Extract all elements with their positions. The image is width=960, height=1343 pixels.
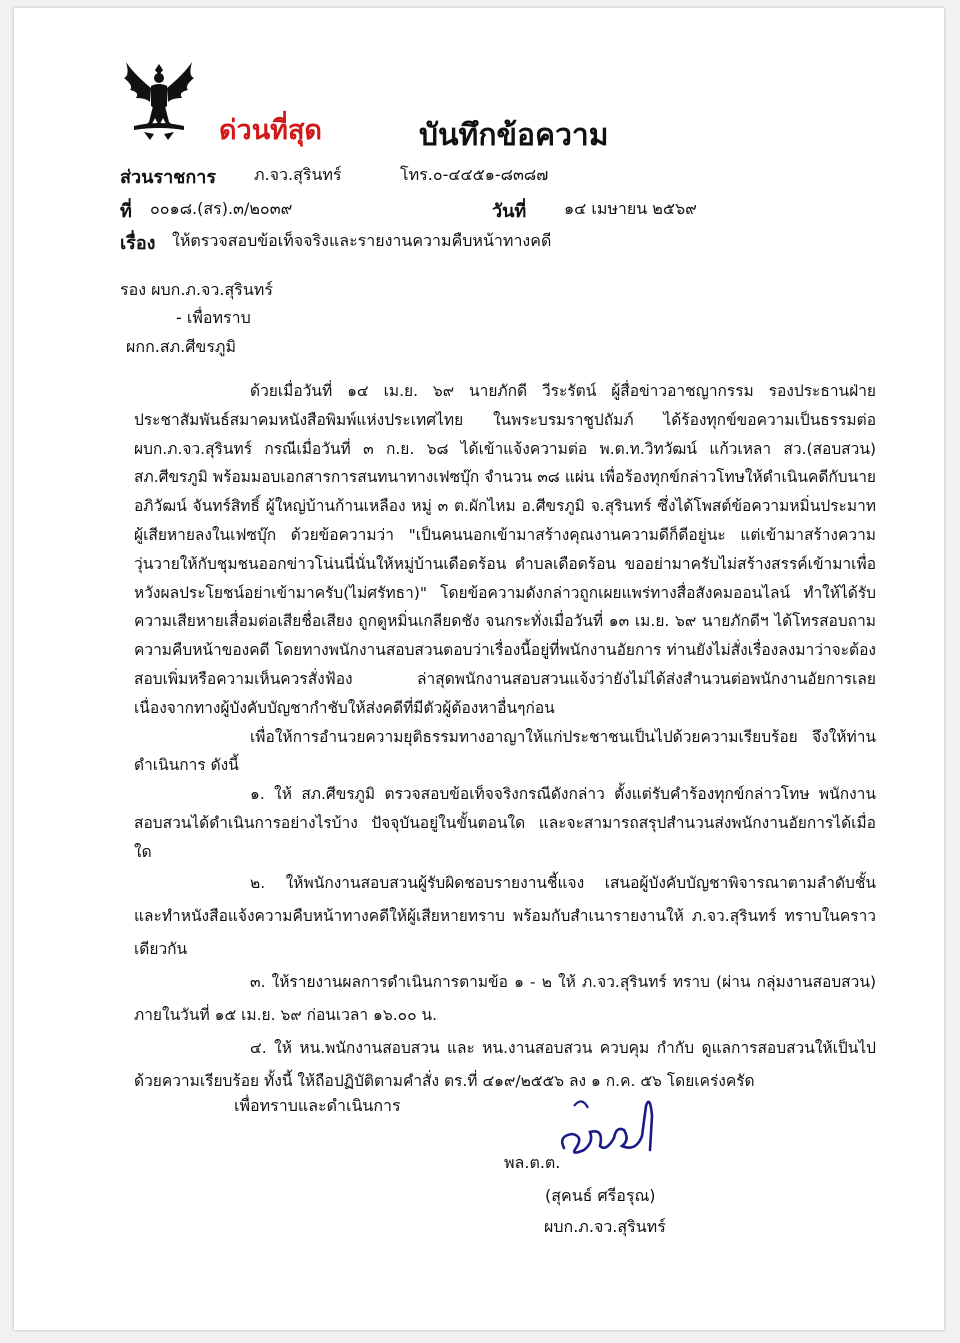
signer-position: ผบก.ภ.จว.สุรินทร์ bbox=[544, 1217, 666, 1236]
subject-label: เรื่อง bbox=[120, 233, 156, 254]
order-item-2: ๒. ให้พนักงานสอบสวนผู้รับผิดชอบรายงานชี้แจง เสนอผู้บังคับบัญชาพิจารณาตามลำดับชั้น และทำหนังสือแจ้งความคืบหน้าทางคดีให้ผู้เสียหายทราบ พร้อมกับสำเนารายงานให้ ภ.จว.สุรินทร์ ทราบในคราวเดียวกัน bbox=[134, 873, 876, 958]
closing-line: เพื่อทราบและดำเนินการ bbox=[234, 1096, 401, 1115]
recipient-purpose: - เพื่อทราบ bbox=[176, 308, 251, 327]
document-title: บันทึกข้อความ bbox=[419, 118, 609, 153]
order-item-3: ๓. ให้รายงานผลการดำเนินการตามข้อ ๑ - ๒ ให้ ภ.จว.สุรินทร์ ทราบ (ผ่าน กลุ่มงานสอบสวน) ภายในวันที่ ๑๕ เม.ย. ๖๙ ก่อนเวลา ๑๖.๐๐ น. bbox=[134, 972, 876, 1024]
order-item-4: ๔. ให้ หน.พนักงานสอบสวน และ หน.งานสอบสวน ควบคุม กำกับ ดูแลการสอบสวนให้เป็นไปด้วยความเรียบร้อย ทั้งนี้ ให้ถือปฏิบัติตามคำสั่ง ตร.ที่ ๔๑๙/๒๕๕๖ ลง ๑ ก.ค. ๕๖ โดยเคร่งครัด bbox=[134, 1038, 876, 1090]
subject-value: ให้ตรวจสอบข้อเท็จจริงและรายงานความคืบหน้าทางคดี bbox=[172, 231, 552, 250]
date-label: วันที่ bbox=[492, 201, 527, 222]
handwritten-signature-icon bbox=[554, 1086, 674, 1166]
date-value: ๑๔ เมษายน ๒๕๖๙ bbox=[564, 199, 697, 218]
memo-body bbox=[134, 377, 876, 1098]
ref-value: ๐๐๑๘.(สร).๓/๒๐๓๙ bbox=[150, 199, 293, 218]
paragraph-request: เพื่อให้การอำนวยความยุติธรรมทางอาญาให้แก่ประชาชนเป็นไปด้วยความเรียบร้อย จึงให้ท่านดำเนินการ ดังนี้ bbox=[134, 727, 876, 775]
phone-value: โทร.๐-๔๔๕๑-๘๓๘๗ bbox=[400, 165, 549, 184]
recipient-cc: ผกก.สภ.ศีขรภูมิ bbox=[126, 337, 237, 356]
signer-rank: พล.ต.ต. bbox=[504, 1153, 561, 1172]
order-item-1: ๑. ให้ สภ.ศีขรภูมิ ตรวจสอบข้อเท็จจริงกรณีดังกล่าว ตั้งแต่รับคำร้องทุกข์กล่าวโทษ พนักงานสอบสวนได้ดำเนินการอย่างไรบ้าง ปัจจุบันอยู่ในขั้นตอนใด และจะสามารถสรุปสำนวนส่งพนักงานอัยการได้เมื่อใด bbox=[134, 785, 876, 861]
memo-page bbox=[14, 8, 944, 1330]
ref-label: ที่ bbox=[120, 201, 132, 222]
signer-name: (สุคนธ์ ศรีอรุณ) bbox=[545, 1186, 656, 1205]
urgency-label: ด่วนที่สุด bbox=[219, 115, 322, 146]
agency-label: ส่วนราชการ bbox=[120, 167, 217, 188]
garuda-emblem-icon bbox=[120, 56, 198, 142]
recipient-line: รอง ผบก.ภ.จว.สุรินทร์ bbox=[120, 280, 273, 299]
agency-value: ภ.จว.สุรินทร์ bbox=[254, 165, 342, 184]
paragraph-main: ด้วยเมื่อวันที่ ๑๔ เม.ย. ๖๙ นายภักดี วีระรัตน์ ผู้สื่อข่าวอาชญากรรม รองประธานฝ่ายประชาสัมพันธ์สมาคมหนังสือพิมพ์แห่งประเทศไทย ในพระบรมราชูปถัมภ์ ได้ร้องทุกข์ขอความเป็นธรรมต่อ ผบก.ภ.จว.สุรินทร์ กรณีเมื่อวันที่ ๓ ก.ย. ๖๘ ได้เข้าแจ้งความต่อ พ.ต.ท.วิทวัฒน์ แก้วเหลา สว.(สอบสวน) สภ.ศีขรภูมิ พร้อมมอบเอกสารการสนทนาทางเฟซบุ๊ก จำนวน ๓๘ แผ่น เพื่อร้องทุกข์กล่าวโทษให้ดำเนินคดีกับนายอภิวัฒน์ จันทร์สิทธิ์ ผู้ใหญ่บ้านก้านเหลือง หมู่ ๓ ต.ผักไหม อ.ศีขรภูมิ จ.สุรินทร์ ซึ่งได้โพสต์ข้อความหมิ่นประมาทผู้เสียหายลงในเฟซบุ๊ก ด้วยข้อความว่า "เป็นคนนอกเข้ามาสร้างคุณงานความดีก็ดีอยู่นะ แต่เข้ามาสร้างความวุ่นวายให้กับชุมชนออกข่าวโน่นนี่นั่นให้หมู่บ้านเดือดร้อน ตำบลเดือดร้อน ขออย่ามาครับไม่สร้างสรรค์เข้ามาเพื่อหวังผลประโยชน์อย่าเข้ามาครับ(ไม่ศรัทธา)" โดยข้อความดังกล่าวถูกเผยแพร่ทางสื่อสังคมออนไลน์ ทำให้ได้รับความเสียหายเสื่อมต่อเสียชื่อเสียง ถูกดูหมิ่นเกลียดชัง จนกระทั่งเมื่อวันที่ ๑๓ เม.ย. ๖๙ นายภักดีฯ ได้โทรสอบถามความคืบหน้าของคดี โดยทางพนักงานสอบสวนตอบว่าเรื่องนี้อยู่ที่พนักงานอัยการ ท่านยังไม่สั่งเรื่องลงมาว่าจะต้องสอบเพิ่มหรือความเห็นควรสั่งฟ้อง ล่าสุดพนักงานสอบสวนแจ้งว่ายังไม่ได้ส่งสำนวนต่อพนักงานอัยการเลย เนื่องจากทางผู้บังคับบัญชากำชับให้ส่งคดีที่มีตัวผู้ต้องหาอื่นๆก่อน bbox=[134, 382, 876, 717]
